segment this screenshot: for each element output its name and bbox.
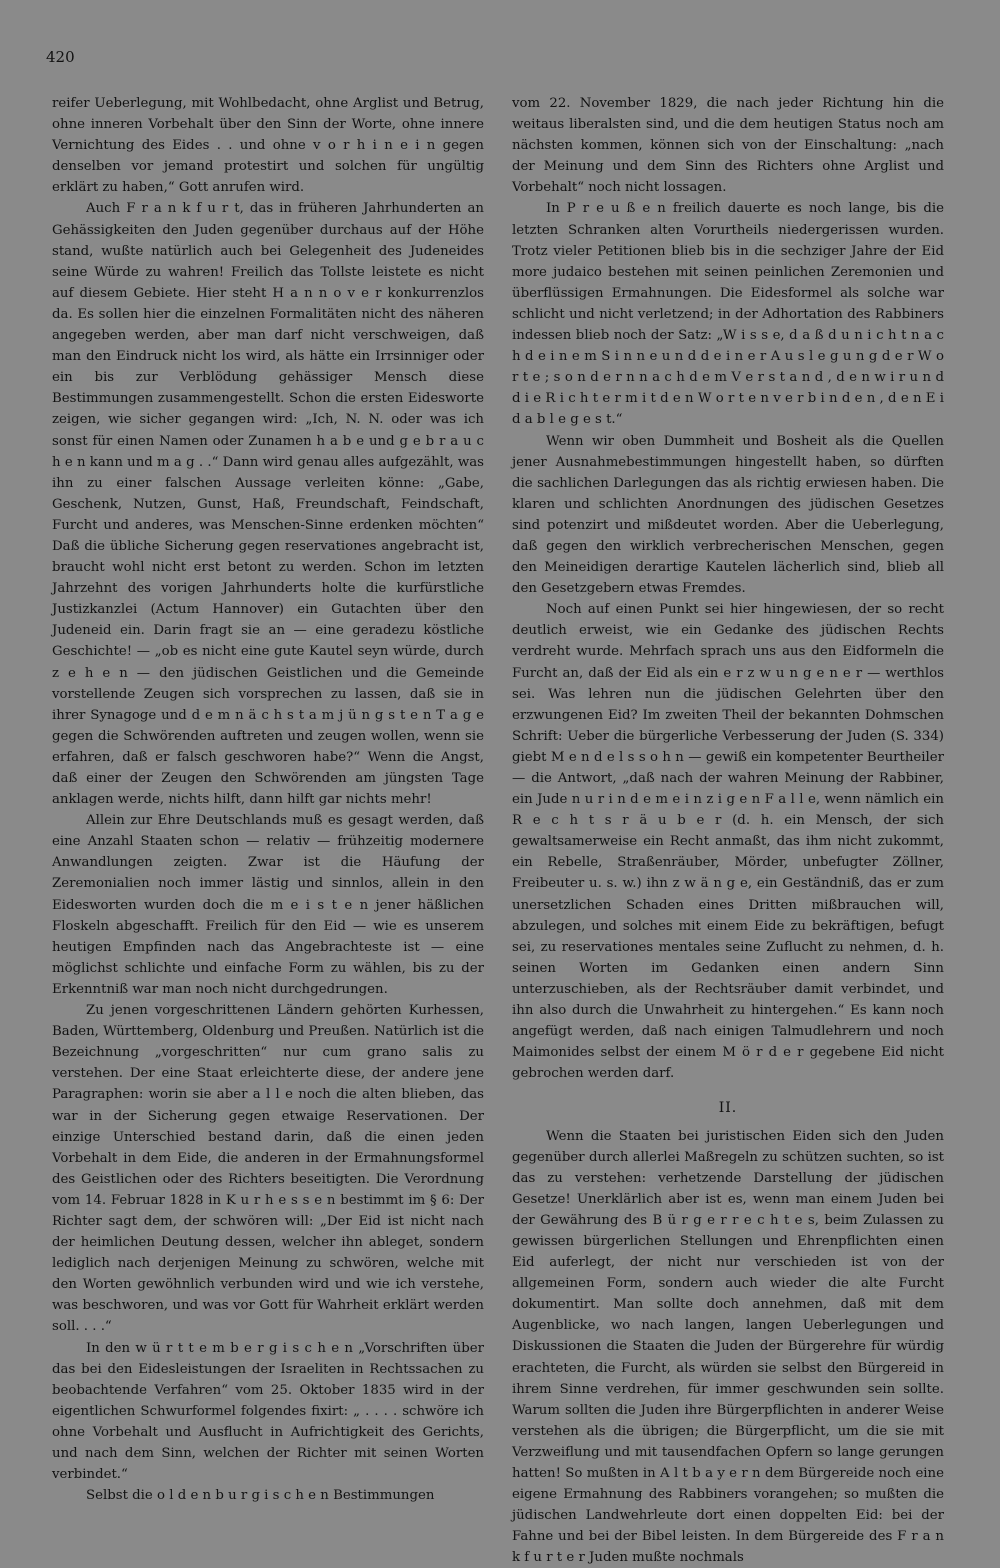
paragraph: Wenn wir oben Dummheit und Bosheit als die Quellen jener Ausnahmebestimmungen hingestellt haben, so dürften die sachlichen Darlegungen das als richtig erwiesen haben. Die klaren und schlichten Anordnungen des jüdischen Gesetzes sind potenzirt und mißdeutet worden. Aber die Ueberlegung, daß gegen den wirklich verbrecherischen Menschen, gegen den Meineidigen derartige Kautelen lächerlich sind, blieb all den Gesetzgebern etwas Fremdes. <box>512 431 944 600</box>
paragraph: Wenn die Staaten bei juristischen Eiden sich den Juden gegenüber durch allerlei Maßregeln zu schützen suchten, so ist das zu verstehen: verhetzende Darstellung der jüdischen Gesetze! Unerklärlich aber ist es, wenn man einem Juden bei der Gewährung des B ü r g e r r e c h t e s, beim Zulassen zu gewissen bürgerlichen Stellungen und Ehrenpflichten einen Eid auferlegt, der nicht nur verschieden ist von der allgemeinen Form, sondern auch wieder die alte Furcht dokumentirt. Man sollte doch annehmen, daß mit dem Augenblicke, wo nach langen, langen Ueberlegungen und Diskussionen die Staaten die Juden der Bürgerehre für würdig erachteten, die Furcht, als würden sie selbst den Bürgereid in ihrem Sinne verdrehen, für immer geschwunden sein sollte. Warum sollten die Juden ihre Bürgerpflichten in anderer Weise verstehen als die übrigen; die Bürgerpflicht, um die sie mit Verzweiflung und mit tausendfachen Opfern so lange gerungen hatten! So mußten in A l t b a y e r n dem Bürgereide noch eine eigene Ermahnung des Rabbiners vorangehen; so mußten die jüdischen Landwehrleute dort einen doppelten Eid: bei der Fahne und bei der Bibel leisten. In dem Bürgereide des F r a n k f u r t e r Juden mußte nochmals <box>512 1126 944 1568</box>
paragraph: In den w ü r t t e m b e r g i s c h e n „Vorschriften über das bei den Eidesleistungen der Israeliten in Rechtssachen zu beobachtende Verfahren“ vom 25. Oktober 1835 wird in der eigentlichen Schwurformel folgendes fixirt: „ . . . . schwöre ich ohne Vorbehalt und Ausflucht in Aufrichtigkeit des Gerichts, und nach dem Sinn, welchen der Richter mit seinen Worten verbindet.“ <box>52 1338 484 1486</box>
page-number: 420 <box>46 48 75 66</box>
paragraph: Selbst die o l d e n b u r g i s c h e n Bestimmungen <box>52 1485 484 1506</box>
paragraph: In P r e u ß e n freilich dauerte es noch lange, bis die letzten Schranken alten Vorurtheils niedergerissen wurden. Trotz vieler Petitionen blieb bis in die sechziger Jahre der Eid more judaico bestehen mit seinen peinlichen Zeremonien und überflüssigen Ermahnungen. Die Eidesformel als solche war schlicht und nicht verletzend; in der Adhortation des Rabbiners indessen blieb noch der Satz: „W i s s e, d a ß d u n i c h t n a c h d e i n e m S i n n e u n d d e i n e r A u s l e g u n g d e r W o r t e ; s o n d e r n n a c h d e m V e r s t a n d , d e n w i r u n d d i e R i c h t e r m i t d e n W o r t e n v e r b i n d e n , d e n E i d a b l e g e s t.“ <box>512 198 944 430</box>
section-heading: II. <box>512 1098 944 1119</box>
paragraph: vom 22. November 1829, die nach jeder Richtung hin die weitaus liberalsten sind, und die dem heutigen Status noch am nächsten kommen, können sich von der Einschaltung: „nach der Meinung und dem Sinn des Richters ohne Arglist und Vorbehalt“ noch nicht lossagen. <box>512 93 944 198</box>
paragraph: Noch auf einen Punkt sei hier hingewiesen, der so recht deutlich erweist, wie ein Gedanke des jüdischen Rechts verdreht wurde. Mehrfach sprach uns aus den Eidformeln die Furcht an, daß der Eid als ein e r z w u n g e n e r — werthlos sei. Was lehren nun die jüdischen Gelehrten über den erzwungenen Eid? Im zweiten Theil der bekannten Dohmschen Schrift: Ueber die bürgerliche Verbesserung der Juden (S. 334) giebt M e n d e l s s o h n — gewiß ein kompetenter Beurtheiler — die Antwort, „daß nach der wahren Meinung der Rabbiner, ein Jude n u r i n d e m e i n z i g e n F a l l e, wenn nämlich ein R e c h t s r ä u b e r (d. h. ein Mensch, der sich gewaltsamerweise ein Recht anmaßt, das ihm nicht zukommt, ein Rebelle, Straßenräuber, Mörder, unbefugter Zöllner, Freibeuter u. s. w.) ihn z w ä n g e, ein Geständniß, das er zum unersetzlichen Schaden eines Dritten mißbrauchen will, abzulegen, und solches mit einem Eide zu bekräftigen, befugt sei, zu reservationes mentales seine Zuflucht zu nehmen, d. h. seinen Worten im Gedanken einen andern Sinn unterzuschieben, als der Rechtsräuber damit verbindet, und ihn also durch die Unwahrheit zu hintergehen.“ Es kann noch angefügt werden, daß nach einigen Talmudlehrern und noch Maimonides selbst der einem M ö r d e r gegebene Eid nicht gebrochen werden darf. <box>512 599 944 1084</box>
left-column <box>52 93 484 1506</box>
paragraph: Auch F r a n k f u r t, das in früheren Jahrhunderten an Gehässigkeiten den Juden gegenüber durchaus auf der Höhe stand, wußte natürlich auch bei Gelegenheit des Judeneides seine Würde zu wahren! Freilich das Tollste leistete es nicht auf diesem Gebiete. Hier steht H a n n o v e r konkurrenzlos da. Es sollen hier die einzelnen Formalitäten nicht des näheren angegeben werden, aber man darf nicht verschweigen, daß man den Eindruck nicht los wird, als hätte ein Irrsinniger oder ein bis zur Verblödung gehässiger Mensch diese Bestimmungen zusammengestellt. Schon die ersten Eidesworte zeigen, wie sicher gegangen wird: „Ich, N. N. oder was ich sonst für einen Namen oder Zunamen h a b e und g e b r a u c h e n kann und m a g . .“ Dann wird genau alles aufgezählt, was ihn zu einer falschen Aussage verleiten könne: „Gabe, Geschenk, Nutzen, Gunst, Haß, Freundschaft, Feindschaft, Furcht und anderes, was Menschen-Sinne erdenken möchten“ Daß die übliche Sicherung gegen reservationes angebracht ist, braucht wohl nicht erst betont zu werden. Schon im letzten Jahrzehnt des vorigen Jahrhunderts holte die kurfürstliche Justizkanzlei (Actum Hannover) ein Gutachten über den Judeneid ein. Darin fragt sie an — eine geradezu köstliche Geschichte! — „ob es nicht eine gute Kautel seyn würde, durch z e h e n — den jüdischen Geistlichen und die Gemeinde vorstellende Zeugen sich vorsprechen zu lassen, daß sie in ihrer Synagoge und d e m n ä c h s t a m j ü n g s t e n T a g e gegen die Schwörenden auftreten und zeugen wollen, wenn sie erfahren, daß er falsch geschworen habe?“ Wenn die Angst, daß einer der Zeugen den Schwörenden am jüngsten Tage anklagen werde, nichts hilft, dann hilft gar nichts mehr! <box>52 198 484 810</box>
paragraph: Zu jenen vorgeschrittenen Ländern gehörten Kurhessen, Baden, Württemberg, Oldenburg und Preußen. Natürlich ist die Bezeichnung „vorgeschritten“ nur cum grano salis zu verstehen. Der eine Staat erleichterte diese, der andere jene Paragraphen: worin sie aber a l l e noch die alten blieben, das war in der Sicherung gegen etwaige Reservationen. Der einzige Unterschied bestand darin, daß die einen jeden Vorbehalt in dem Eide, die anderen in der Ermahnungsformel des Geistlichen oder des Richters beseitigten. Die Verordnung vom 14. Februar 1828 in K u r h e s s e n bestimmt im § 6: Der Richter sagt dem, der schwören will: „Der Eid ist nicht nach der heimlichen Deutung dessen, welcher ihn ableget, sondern lediglich nach derjenigen Meinung zu schwören, welche mit den Worten gewöhnlich verbunden wird und wie ich verstehe, was beschworen, und was vor Gott für Wahrheit erklärt werden soll. . . .“ <box>52 1000 484 1338</box>
paragraph: Allein zur Ehre Deutschlands muß es gesagt werden, daß eine Anzahl Staaten schon — relativ — frühzeitig modernere Anwandlungen zeigten. Zwar ist die Häufung der Zeremonialien noch immer lästig und sinnlos, allein in den Eidesworten wurden doch die m e i s t e n jener häßlichen Floskeln abgeschafft. Freilich für den Eid — wie es unserem heutigen Empfinden nach das Angebrachteste ist — eine möglichst schlichte und einfache Form zu wählen, bis zu der Erkenntniß war man noch nicht durchgedrungen. <box>52 810 484 1000</box>
right-column <box>512 93 944 1568</box>
paragraph: reifer Ueberlegung, mit Wohlbedacht, ohne Arglist und Betrug, ohne inneren Vorbehalt über den Sinn der Worte, ohne innere Vernichtung des Eides . . und ohne v o r h i n e i n gegen denselben vor jemand protestirt und solchen für ungültig erklärt zu haben,“ Gott anrufen wird. <box>52 93 484 198</box>
